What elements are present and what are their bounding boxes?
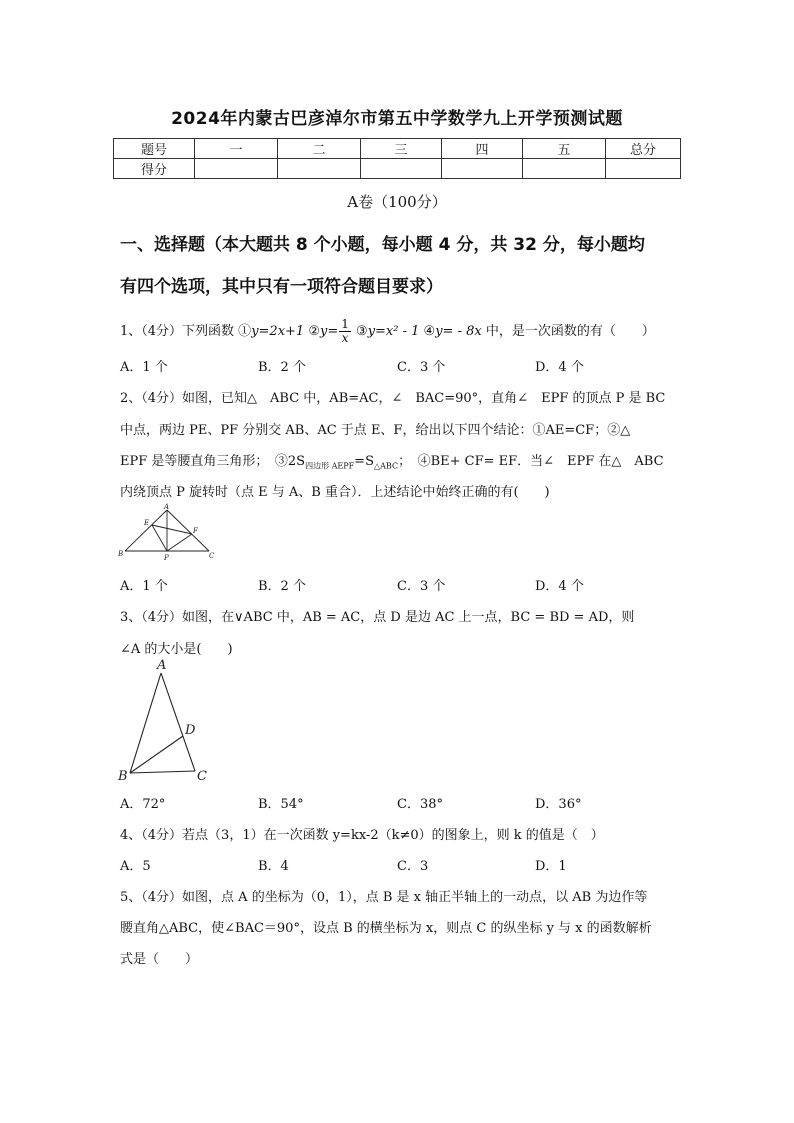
- q1-func3: y=x² - 1: [367, 324, 420, 339]
- q1-func2-lhs: y=: [320, 324, 339, 339]
- score-header-cell: 三: [361, 139, 442, 159]
- q4-option-b[interactable]: B．4: [258, 859, 289, 874]
- score-header-cell: 二: [278, 139, 361, 159]
- q4-stem: 4、（4分）若点（3，1）在一次函数 y=kx-2（k≠0）的图象上，则 k 的值是（ ）: [120, 828, 604, 843]
- q4-option-c[interactable]: C．3: [397, 859, 429, 874]
- q4-option-d[interactable]: D．1: [535, 859, 567, 874]
- q1-circle2: ②: [308, 324, 320, 339]
- score-table-score-row: [114, 159, 681, 179]
- q2-option-c[interactable]: C．3 个: [397, 579, 446, 594]
- q2-segment-pf: [167, 534, 192, 551]
- q2-line4: 内绕顶点 P 旋转时（点 E 与 A、B 重合）．上述结论中始终正确的有( ): [120, 485, 550, 500]
- q1-prefix: 1、（4分）下列函数 ①: [120, 324, 252, 339]
- q2-line1: 2、（4分）如图，已知△ ABC 中，AB=AC，∠ BAC=90°，直角∠ EPF 的顶点 P 是 BC: [120, 391, 666, 406]
- q2-label-e: E: [144, 519, 150, 527]
- q3-triangle-figure: [115, 655, 215, 785]
- score-cell: [361, 159, 442, 179]
- q1-func1: y=2x+1: [251, 324, 305, 339]
- q1-option-d[interactable]: D．4 个: [535, 360, 584, 375]
- score-table: [113, 138, 681, 179]
- score-header-cell: 总分: [606, 139, 681, 159]
- q3-line2: ∠A 的大小是( ): [120, 642, 233, 657]
- score-header-cell: 五: [523, 139, 606, 159]
- score-cell: [606, 159, 681, 179]
- q1-option-c[interactable]: C．3 个: [397, 360, 446, 375]
- score-cell: [278, 159, 361, 179]
- q1-func2-fraction: [339, 318, 351, 345]
- part1-heading-line1: 一、选择题（本大题共 8 个小题，每小题 4 分，共 32 分，每小题均: [120, 235, 645, 255]
- q2-segment-pe: [152, 525, 167, 551]
- q2-label-c: C: [209, 552, 215, 560]
- q2-subscript-quad: 四边形 AEPF: [305, 461, 355, 471]
- q2-line3-part-c: ； ④BE+ CF= EF．当∠ EPF 在△ ABC: [398, 454, 664, 469]
- q4-option-a[interactable]: A．5: [120, 859, 151, 874]
- q3-side-ac: [161, 673, 195, 771]
- q5-line1: 5、（4分）如图，点 A 的坐标为（0，1），点 B 是 x 轴正半轴上的一动点，以 AB 为边作等: [120, 890, 648, 905]
- q2-subscript-triangle: △ABC: [373, 461, 399, 471]
- q2-side-ac: [167, 510, 209, 551]
- q2-side-ab: [125, 510, 167, 551]
- q3-side-ab: [130, 673, 161, 773]
- q5-line3: 式是（ ）: [120, 952, 199, 967]
- q1-func4: y= - 8x: [435, 324, 482, 339]
- q3-label-d: D: [185, 723, 196, 738]
- q2-line3-part-b: =S: [354, 454, 374, 469]
- q1-stem: [120, 318, 655, 345]
- score-table-header-row: [114, 139, 681, 159]
- q1-func2-numerator: 1: [341, 317, 349, 331]
- score-header-cell: 四: [442, 139, 523, 159]
- q2-option-a[interactable]: A．1 个: [120, 579, 168, 594]
- q2-label-f: F: [193, 527, 198, 535]
- q3-label-c: C: [197, 769, 207, 784]
- q1-suffix: 中，是一次函数的有（ ）: [485, 324, 655, 339]
- score-header-cell: 一: [195, 139, 278, 159]
- q3-option-c[interactable]: C．38°: [397, 797, 443, 812]
- q3-option-b[interactable]: B．54°: [258, 797, 304, 812]
- score-row-label: 得分: [114, 159, 195, 179]
- q2-label-b: B: [118, 550, 124, 558]
- q1-option-a[interactable]: A．1 个: [120, 360, 168, 375]
- q3-line1: 3、（4分）如图，在∨ABC 中，AB = AC，点 D 是边 AC 上一点，BC = BD = AD，则: [120, 610, 635, 625]
- exam-title: 2024年内蒙古巴彦淖尔市第五中学数学九上开学预测试题: [171, 109, 623, 129]
- q1-circle3: ③: [356, 324, 368, 339]
- q3-side-bc: [130, 771, 195, 773]
- q5-line2: 腰直角△ABC，使∠BAC＝90°，设点 B 的横坐标为 x，则点 C 的纵坐标 y 与 x 的函数解析: [120, 921, 652, 936]
- q3-segment-bd: [130, 736, 183, 773]
- q1-option-b[interactable]: B．2 个: [258, 360, 306, 375]
- q2-label-p: P: [164, 554, 169, 562]
- q2-line3-part-a: EPF 是等腰直角三角形； ③2S: [120, 454, 306, 469]
- score-header-cell: 题号: [114, 139, 195, 159]
- q2-option-b[interactable]: B．2 个: [258, 579, 306, 594]
- q3-option-d[interactable]: D．36°: [535, 797, 582, 812]
- q3-label-a: A: [157, 658, 167, 673]
- q3-option-a[interactable]: A．72°: [120, 797, 166, 812]
- q1-circle4: ④: [423, 324, 436, 339]
- q2-line2: 中点，两边 PE、PF 分别交 AB、AC 于点 E、F，给出以下四个结论：①AE=CF；②△: [120, 423, 631, 438]
- q2-segment-ef: [152, 525, 192, 534]
- q2-triangle-figure: [115, 503, 220, 563]
- section-a-title: A卷（100分）: [347, 193, 447, 211]
- score-cell: [523, 159, 606, 179]
- q2-option-d[interactable]: D．4 个: [535, 579, 584, 594]
- q3-label-b: B: [118, 769, 128, 784]
- score-cell: [442, 159, 523, 179]
- score-cell: [195, 159, 278, 179]
- part1-heading-line2: 有四个选项，其中只有一项符合题目要求）: [120, 277, 443, 297]
- q1-func2-denominator: x: [341, 331, 349, 345]
- q2-label-a: A: [164, 503, 170, 511]
- q2-line3: [120, 450, 664, 472]
